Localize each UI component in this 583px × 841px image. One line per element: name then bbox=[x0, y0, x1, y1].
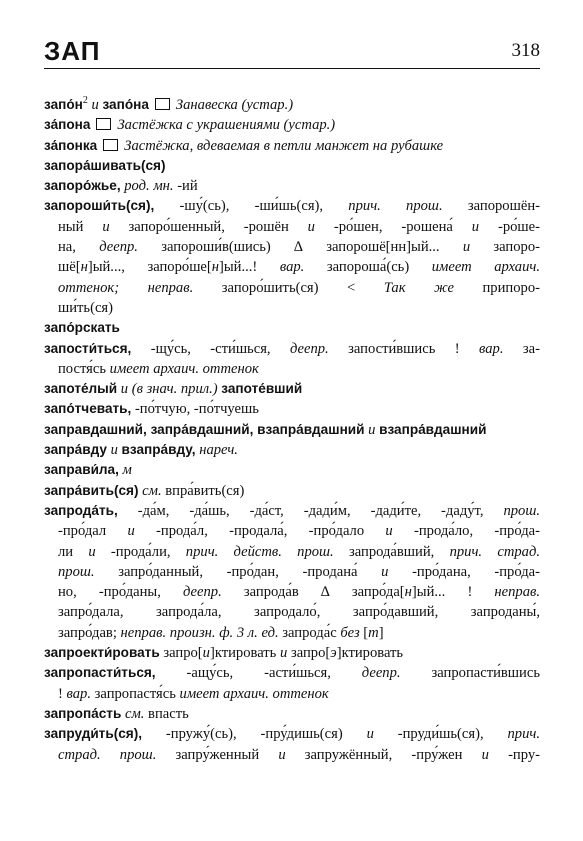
grammar-note: прич. страд. bbox=[449, 543, 540, 560]
entry-text: запороши́в(шись) ∆ запорошё[нн]ый... bbox=[137, 239, 463, 256]
grammar-note: Занавеска (устар.) bbox=[175, 97, 294, 113]
grammar-note: и bbox=[462, 239, 471, 256]
entry-text: запости́вшись ! bbox=[328, 340, 480, 357]
entry-text: ный bbox=[58, 218, 103, 235]
grammar-note: имеет архаич. оттенок bbox=[109, 360, 259, 377]
grammar-note: имеет архаич. оттенок bbox=[179, 685, 329, 702]
running-head: ЗАП bbox=[44, 36, 101, 66]
grammar-note: и bbox=[88, 543, 96, 560]
grammar-note: имеет архаич. bbox=[431, 259, 540, 276]
grammar-note: без bbox=[340, 624, 360, 641]
grammar-note: Застёжка, вдеваемая в петли манжет на рубашке bbox=[124, 137, 444, 154]
grammar-note: м bbox=[118, 462, 132, 479]
headword: взапра́вду, bbox=[121, 442, 196, 458]
entry-line bbox=[44, 562, 540, 582]
entry-text: постя́сь bbox=[58, 360, 110, 377]
entry-line bbox=[44, 298, 540, 318]
headword: запороши́ть(ся), bbox=[44, 198, 155, 214]
grammar-note: и bbox=[202, 645, 210, 662]
entry-line bbox=[44, 542, 540, 562]
entry-text: -ро́ше- bbox=[479, 218, 540, 235]
headword: взапра́вдашний bbox=[379, 421, 487, 437]
entry-line bbox=[44, 278, 540, 298]
definition-box-icon bbox=[103, 139, 118, 151]
entry-text: ! bbox=[58, 685, 67, 702]
grammar-note: и bbox=[366, 726, 374, 743]
entry-text: -пру- bbox=[488, 746, 540, 763]
entry-line bbox=[44, 115, 540, 135]
headword: запости́ться, bbox=[44, 340, 132, 356]
entry-line bbox=[44, 704, 540, 724]
grammar-note: н bbox=[404, 584, 412, 601]
grammar-note: прич. действ. прош. bbox=[185, 543, 334, 560]
entry-text: запоро- bbox=[470, 239, 540, 256]
entry-text: впасть bbox=[144, 705, 189, 722]
entry-line bbox=[44, 339, 540, 359]
entry-text: -ащу́сь, -асти́шься, bbox=[155, 665, 362, 682]
entry-line bbox=[44, 399, 540, 419]
entry-text: запро[ bbox=[287, 645, 331, 662]
entry-text: запоро́шенный, -рошён bbox=[109, 218, 308, 235]
entry-text: ]ый...! bbox=[219, 259, 280, 276]
entry-line bbox=[44, 420, 540, 440]
headword: запоте́вший bbox=[221, 381, 303, 397]
headword: запра́вду bbox=[44, 442, 107, 458]
entry-line bbox=[44, 136, 540, 156]
grammar-note: и bbox=[381, 563, 389, 580]
entry-text: -пруди́шь(ся), bbox=[373, 726, 508, 743]
headword: заправдашний, запра́вдашний, взапра́вдашний bbox=[44, 421, 365, 437]
entry-text: -шу́(сь), -ши́шь(ся), bbox=[154, 198, 349, 215]
entry-line bbox=[44, 663, 540, 683]
headword: запо́рскать bbox=[44, 320, 120, 336]
entry-line bbox=[44, 217, 540, 237]
headword: запропасти́ться, bbox=[44, 665, 156, 681]
entry-line bbox=[44, 582, 540, 602]
entry-line bbox=[44, 623, 540, 643]
grammar-note: н bbox=[211, 259, 220, 276]
page-number: 318 bbox=[511, 40, 540, 61]
grammar-note: т bbox=[368, 624, 379, 641]
headword: запроекти́ровать bbox=[44, 645, 160, 661]
entry-text: на, bbox=[58, 239, 100, 256]
grammar-note: вар. bbox=[279, 259, 305, 276]
entry-line bbox=[44, 521, 540, 541]
entry-text: [ bbox=[359, 624, 369, 641]
grammar-note: и bbox=[87, 97, 103, 113]
entry-text: -ро́шен, -рошена́ bbox=[314, 218, 472, 235]
entry-text: ]ый... ! bbox=[411, 584, 495, 601]
entry-line bbox=[44, 156, 540, 176]
entry-text: ли bbox=[58, 543, 89, 560]
entry-text: запропастя́сь bbox=[91, 685, 180, 702]
entry-line bbox=[44, 440, 540, 460]
grammar-note: и bbox=[278, 746, 286, 763]
definition-box-icon bbox=[96, 118, 111, 130]
grammar-note: и bbox=[307, 218, 315, 235]
entry-text: запро́данный, -про́дан, -продана́ bbox=[94, 563, 382, 580]
headword: запоте́лый bbox=[44, 381, 118, 397]
entry-text: ] bbox=[378, 624, 384, 641]
grammar-note: прич. прош. bbox=[348, 198, 443, 215]
grammar-note: прош. bbox=[503, 502, 540, 519]
entry-text: -про́дал bbox=[58, 523, 128, 540]
dictionary-entries bbox=[44, 95, 540, 765]
grammar-note: прош. bbox=[58, 563, 95, 580]
page-header bbox=[44, 30, 540, 69]
grammar-note: страд. прош. bbox=[58, 746, 157, 763]
headword: заправи́ла, bbox=[44, 462, 119, 478]
entry-text: запро́дала, запрода́ла, запродало́, запро́давший, запроданы́, bbox=[58, 604, 540, 621]
entry-line bbox=[44, 643, 540, 663]
grammar-note: и (в знач. прил.) bbox=[117, 381, 222, 398]
entry-text: -прода́ли, bbox=[95, 543, 186, 560]
entry-line bbox=[44, 237, 540, 257]
grammar-note: и bbox=[364, 421, 380, 438]
entry-line bbox=[44, 745, 540, 765]
entry-line bbox=[44, 501, 540, 521]
entry-text: запрода́в ∆ запро́да[ bbox=[221, 584, 405, 601]
headword: запо́тчевать, bbox=[44, 401, 132, 417]
entry-text: припоро- bbox=[453, 279, 540, 296]
grammar-note: деепр. bbox=[361, 665, 401, 682]
entry-text: запро́дав; bbox=[58, 624, 121, 641]
entry-text: запропасти́вшись bbox=[400, 665, 540, 682]
grammar-note: э bbox=[330, 645, 337, 662]
entry-text: запро[ bbox=[159, 645, 203, 662]
entry-text: впра́вить(ся) bbox=[161, 482, 245, 499]
grammar-note: н bbox=[80, 259, 88, 276]
grammar-note: и bbox=[102, 218, 110, 235]
grammar-note: деепр. bbox=[99, 239, 138, 256]
entry-text: -щу́сь, -сти́шься, bbox=[131, 340, 290, 357]
entry-text: но, -про́даны, bbox=[58, 584, 183, 601]
grammar-note: деепр. bbox=[183, 584, 222, 601]
homonym-index: 2 bbox=[82, 95, 88, 107]
grammar-note: и bbox=[385, 523, 393, 540]
grammar-note: неправ. произн. ф. 3 л. ед. bbox=[120, 624, 279, 641]
entry-line bbox=[44, 460, 540, 480]
entry-text: -по́тчую, -по́тчуешь bbox=[131, 401, 259, 418]
headword: запо́н bbox=[44, 97, 83, 112]
grammar-note: и bbox=[280, 645, 288, 662]
entry-text: запороша́(сь) bbox=[304, 259, 432, 276]
entry-text: -да́м, -да́шь, -да́ст, -дади́м, -дади́те, -даду́т, bbox=[117, 502, 504, 519]
grammar-note: деепр. bbox=[289, 340, 329, 357]
headword: запра́вить(ся) bbox=[44, 482, 139, 498]
headword: запропа́сть bbox=[44, 705, 122, 721]
entry-text: -прода́ло, -про́да- bbox=[392, 523, 540, 540]
entry-line bbox=[44, 481, 540, 501]
entry-text: -ий bbox=[177, 178, 198, 195]
grammar-note: род. мн. bbox=[120, 178, 178, 195]
grammar-note: и bbox=[481, 746, 489, 763]
headword: запоро́жье, bbox=[44, 178, 121, 194]
headword: запруди́ть(ся), bbox=[44, 726, 143, 742]
entry-line bbox=[44, 257, 540, 277]
entry-text: запру́женный bbox=[156, 746, 279, 763]
entry-text: ]ктировать bbox=[336, 645, 404, 662]
grammar-note: прич. bbox=[507, 726, 540, 743]
grammar-note: вар. bbox=[66, 685, 91, 702]
entry-text: за- bbox=[503, 340, 540, 357]
grammar-note: Так же bbox=[383, 279, 454, 296]
grammar-note: см. bbox=[138, 482, 162, 499]
headword: запрода́ть, bbox=[44, 502, 118, 518]
grammar-note: оттенок; неправ. bbox=[58, 279, 194, 296]
entry-text: запрода́с bbox=[278, 624, 341, 641]
entry-line bbox=[44, 95, 540, 115]
entry-text: ши́ть(ся) bbox=[58, 299, 113, 316]
entry-text: запоро́шить(ся) < bbox=[193, 279, 384, 296]
entry-line bbox=[44, 602, 540, 622]
entry-line bbox=[44, 724, 540, 744]
entry-text: -про́дана, -про́да- bbox=[388, 563, 540, 580]
grammar-note: см. bbox=[121, 705, 145, 722]
headword: за́понка bbox=[44, 137, 98, 153]
entry-text: ]ый..., запоро́ше[ bbox=[87, 259, 212, 276]
entry-text: -пружу́(сь), -пру́дишь(ся) bbox=[142, 726, 367, 743]
entry-line bbox=[44, 196, 540, 216]
entry-text: запружённый, -пру́жен bbox=[285, 746, 482, 763]
entry-text: запорошён- bbox=[442, 198, 540, 215]
entry-line bbox=[44, 176, 540, 196]
grammar-note: и bbox=[127, 523, 135, 540]
grammar-note: вар. bbox=[479, 340, 504, 357]
grammar-note: нареч. bbox=[195, 442, 238, 459]
headword: запора́шивать(ся) bbox=[44, 157, 166, 173]
entry-line bbox=[44, 379, 540, 399]
definition-box-icon bbox=[155, 98, 170, 110]
grammar-note: Застёжка с украшениями (устар.) bbox=[117, 117, 336, 134]
entry-text: ]ктировать bbox=[209, 645, 280, 662]
entry-text: запрода́вший, bbox=[333, 543, 450, 560]
entry-line bbox=[44, 318, 540, 338]
grammar-note: неправ. bbox=[494, 584, 540, 601]
headword: за́пона bbox=[44, 117, 91, 133]
grammar-note: и bbox=[471, 218, 480, 235]
entry-text: шё[ bbox=[58, 259, 81, 276]
headword: запо́на bbox=[102, 97, 149, 112]
entry-line bbox=[44, 359, 540, 379]
grammar-note: и bbox=[106, 442, 122, 459]
entry-text: -прода́л, -продала́, -про́дало bbox=[134, 523, 386, 540]
entry-line bbox=[44, 684, 540, 704]
